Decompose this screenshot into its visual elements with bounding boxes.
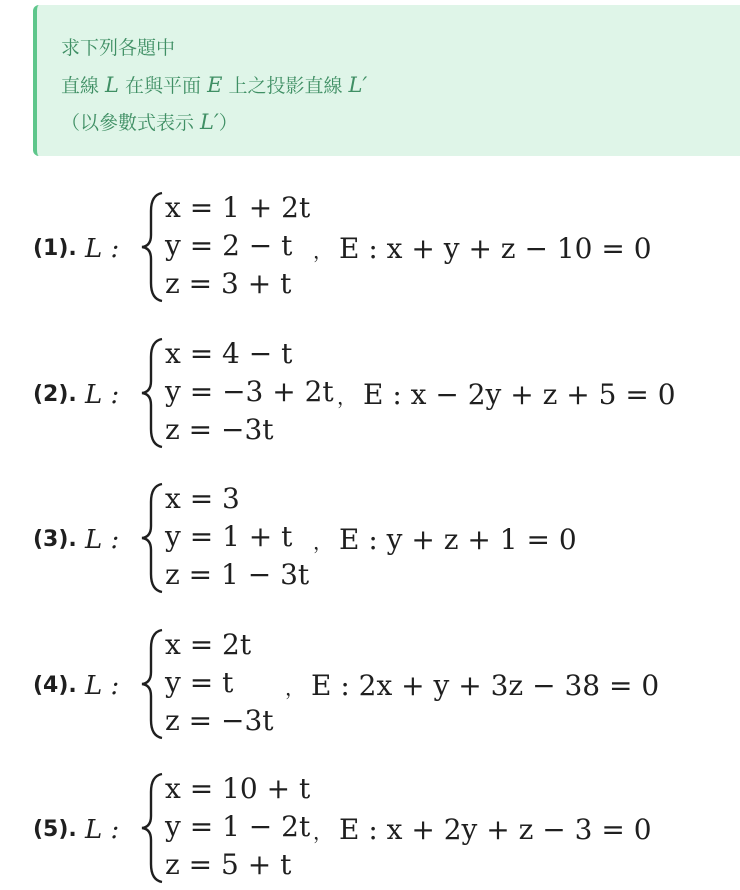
problem-4 <box>33 626 733 746</box>
plane-equation <box>313 520 577 562</box>
plane-equation <box>285 666 659 708</box>
instruction-line-1: 求下列各題中 <box>61 37 176 59</box>
equation-x: x = 4 − t <box>165 337 293 370</box>
equation-z: z = 3 + t <box>165 267 292 300</box>
equation-z: z = −3t <box>165 413 274 446</box>
separator: ， <box>313 820 333 844</box>
equation-x: x = 10 + t <box>165 772 311 805</box>
equation-y: y = 1 + t <box>165 520 293 553</box>
problem-label: (3). <box>33 527 77 552</box>
line-symbol: L : <box>85 815 120 845</box>
equation-x: x = 3 <box>165 482 240 515</box>
equation-x: x = 2t <box>165 628 252 661</box>
separator: ， <box>285 676 305 700</box>
equation-y: y = 2 − t <box>165 229 293 262</box>
separator: ， <box>337 385 357 409</box>
problem-3 <box>33 480 733 600</box>
math-L-prime: L′ <box>348 73 368 97</box>
left-brace-icon <box>140 191 166 303</box>
plane-equation <box>313 810 652 852</box>
left-brace-icon <box>140 772 166 884</box>
math-E: E <box>207 73 223 97</box>
equation-system <box>165 626 274 740</box>
left-brace-icon <box>140 337 166 449</box>
equation-z: z = −3t <box>165 704 274 737</box>
problem-5 <box>33 770 733 890</box>
text-segment: 上之投影直線 <box>222 75 349 97</box>
left-brace-icon <box>140 628 166 740</box>
text-segment: ） <box>218 112 238 134</box>
text-segment: 直線 <box>61 75 106 97</box>
plane-text: E : x + 2y + z − 3 = 0 <box>339 813 652 846</box>
plane-equation <box>337 375 676 417</box>
plane-text: E : x − 2y + z + 5 = 0 <box>363 378 676 411</box>
problem-1 <box>33 189 733 309</box>
plane-text: E : 2x + y + 3z − 38 = 0 <box>311 669 660 702</box>
plane-text: E : y + z + 1 = 0 <box>339 523 577 556</box>
equation-system <box>165 335 334 449</box>
line-symbol: L : <box>85 525 120 555</box>
plane-text: E : x + y + z − 10 = 0 <box>339 232 652 265</box>
text-segment: 在與平面 <box>119 75 208 97</box>
math-L-prime: L′ <box>200 110 219 134</box>
line-symbol: L : <box>85 380 120 410</box>
equation-x: x = 1 + 2t <box>165 191 311 224</box>
instruction-line-3 <box>61 104 740 141</box>
problem-2 <box>33 335 733 455</box>
equation-y: y = 1 − 2t <box>165 810 311 843</box>
line-symbol: L : <box>85 671 120 701</box>
problem-label: (2). <box>33 382 77 407</box>
line-symbol: L : <box>85 234 120 264</box>
problem-label: (4). <box>33 673 77 698</box>
problem-label: (1). <box>33 236 77 261</box>
equation-z: z = 1 − 3t <box>165 558 310 591</box>
separator: ， <box>313 239 333 263</box>
equation-system <box>165 480 309 594</box>
problem-label: (5). <box>33 817 77 842</box>
equation-system <box>165 189 310 303</box>
left-brace-icon <box>140 482 166 594</box>
equation-z: z = 5 + t <box>165 848 292 881</box>
math-L: L <box>105 73 119 97</box>
equation-y: y = −3 + 2t <box>165 375 334 408</box>
instruction-line-2 <box>61 67 740 104</box>
instruction-callout <box>33 5 740 156</box>
equation-system <box>165 770 310 884</box>
equation-y: y = t <box>165 666 234 699</box>
plane-equation <box>313 229 652 271</box>
separator: ， <box>313 530 333 554</box>
text-segment: （以參數式表示 <box>61 112 201 134</box>
